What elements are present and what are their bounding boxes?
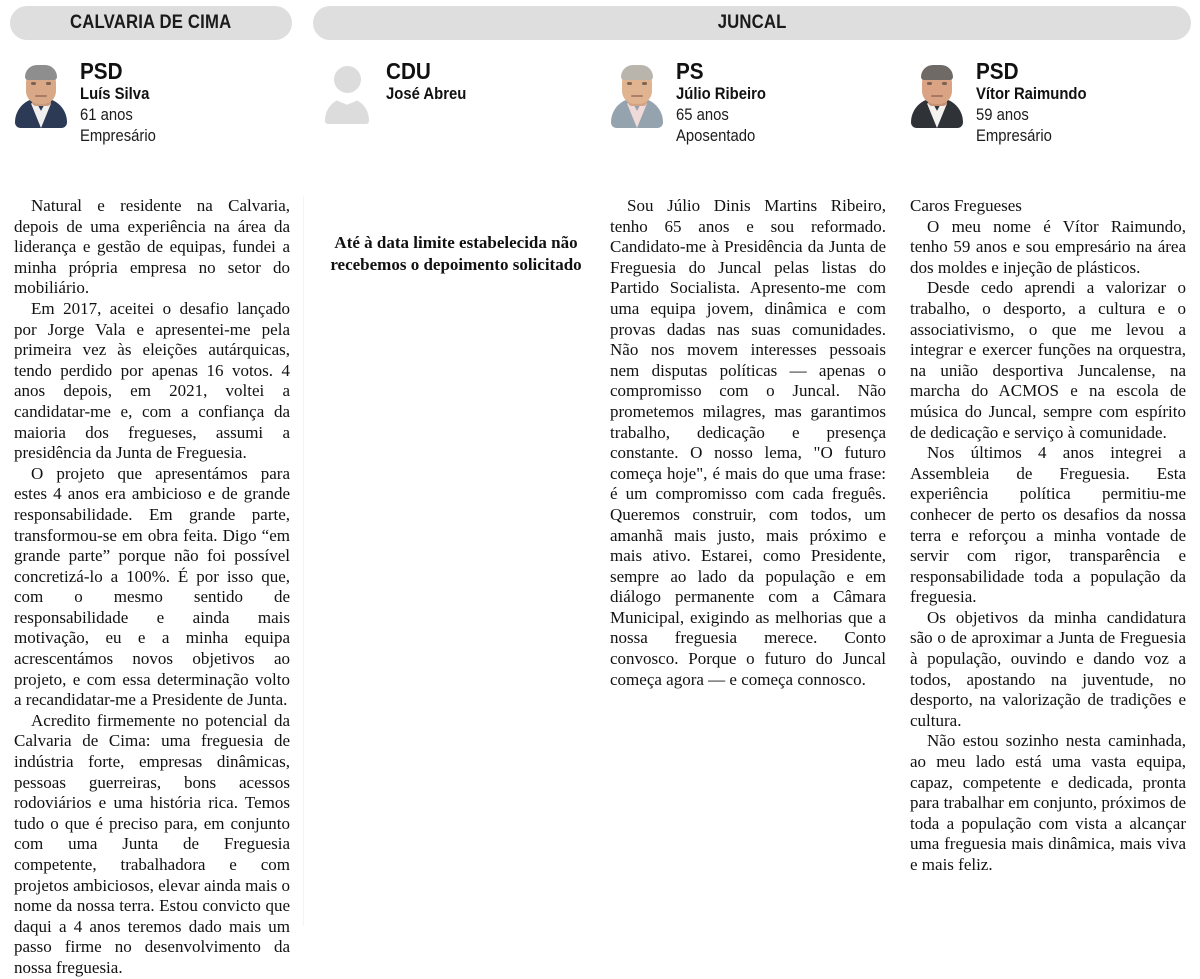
- statement-paragraph: O meu nome é Vítor Raimundo, tenho 59 anos e sou empresário na área dos moldes e injeção de plásticos.: [910, 216, 1186, 277]
- candidate-info-julio-ribeiro: [676, 58, 776, 147]
- avatar-julio-ribeiro: [608, 58, 666, 130]
- portrait-photo-icon: [12, 58, 70, 130]
- statement-paragraph: Natural e residente na Calvaria, depois de uma experiência na área da liderança e gestão de equipas, fundei a minha própria empresa no setor do mobiliário.: [14, 196, 290, 298]
- column-divider: [303, 196, 304, 926]
- section-header-calvaria-label: CALVARIA DE CIMA: [70, 12, 232, 33]
- candidate-card-julio-ribeiro: [608, 58, 893, 170]
- portrait-photo-icon: [608, 58, 666, 130]
- candidate-age: 61 anos: [80, 106, 133, 124]
- party-label: CDU: [386, 58, 431, 84]
- portrait-photo-icon: [908, 58, 966, 130]
- avatar-vitor-raimundo: [908, 58, 966, 130]
- candidate-occupation: Empresário: [976, 127, 1052, 145]
- candidate-age: 59 anos: [976, 106, 1029, 124]
- section-headers: [0, 6, 1200, 40]
- section-header-calvaria: [10, 6, 292, 40]
- party-label: PSD: [976, 58, 1019, 84]
- section-header-juncal-label: JUNCAL: [717, 12, 787, 33]
- statement-paragraph: Nos últimos 4 anos integrei a Assembleia de Freguesia. Esta experiência política permitiu-me conhecer de perto os desafios da nossa terra e reforçou a minha vontade de servir com rigor, transparência e responsabilidade toda a população da freguesia.: [910, 443, 1186, 607]
- statement-paragraph: Desde cedo aprendi a valorizar o trabalho, o desporto, a cultura e o associativismo, o que me levou a integrar e exercer funções na orquestra, na união desportiva Juncalense, na marcha do ACMOS e na escola de música do Juncal, sempre com espírito de dedicação e serviço à comunidade.: [910, 278, 1186, 442]
- avatar-jose-abreu: [318, 58, 376, 130]
- candidate-info-luis-silva: [80, 58, 164, 147]
- candidate-name: Luís Silva: [80, 85, 150, 103]
- candidate-age: 65 anos: [676, 106, 729, 124]
- candidate-card-luis-silva: [12, 58, 297, 170]
- candidate-occupation: Empresário: [80, 127, 156, 145]
- candidate-card-vitor-raimundo: [908, 58, 1193, 170]
- statement-paragraph: Não estou sozinho nesta caminhada, ao meu lado está uma vasta equipa, capaz, competente e dedicada, pronta para trabalhar em conjunto, próximos de toda a população com vista a alcançar uma freguesia mais dinâmica, mais viva e mais feliz.: [910, 731, 1186, 874]
- statement-salutation: Caros Fregueses: [910, 196, 1022, 215]
- section-header-juncal: [313, 6, 1191, 40]
- no-statement-notice: Até à data limite estabelecida não recebemos o depoimento solicitado: [330, 233, 582, 274]
- statement-luis-silva: [14, 196, 290, 979]
- candidate-name: Júlio Ribeiro: [676, 85, 766, 103]
- statement-paragraph: O projeto que apresentámos para estes 4 anos era ambicioso e de grande responsabilidade. Em grande parte, transformou-se em obra feita. Digo “em grande parte” porque não foi possível concretizá-lo a 100%. É por isso que, com o mesmo sentido de responsabilidade e ainda mais motivação, eu e a minha equipa acrescentámos novos objetivos ao projeto, e com essa determinação volto a recandidatar-me a Presidente de Junta.: [14, 463, 290, 710]
- placeholder-person-icon: [318, 58, 376, 130]
- candidate-occupation: Aposentado: [676, 127, 756, 145]
- statement-paragraph: Acredito firmemente no potencial da Calvaria de Cima: uma freguesia de indústria forte, empresas dinâmicas, pessoas guerreiras, bons acessos rodoviários e uma história rica. Temos tudo o que é preciso para, em conjunto com uma Junta de Freguesia competente, trabalhadora e com projetos ambiciosos, elevar ainda mais o nome da nossa terra. Estou convicto que daqui a 4 anos teremos dado mais um passo firme no desenvolvimento da nossa freguesia.: [14, 710, 290, 977]
- statement-paragraph: Os objetivos da minha candidatura são o de aproximar a Junta de Freguesia à população, ouvindo e dando voz a todos, apostando na juventude, no desporto, na valorização de tradições e cultura.: [910, 607, 1186, 730]
- statement-paragraph: Sou Júlio Dinis Martins Ribeiro, tenho 65 anos e sou reformado. Candidato-me à Presidência da Junta de Freguesia do Juncal pelas listas do Partido Socialista. Apresento-me com uma equipa jovem, dinâmica e com provas dadas nas suas comunidades. Não nos movem interesses pessoais nem disputas políticas — apenas o compromisso com o Juncal. Não prometemos milagres, mas garantimos trabalho, dedicação e presença constante. O nosso lema, "O futuro começa hoje", é mais do que uma frase: é um compromisso com cada freguês. Queremos construir, com todos, um amanhã mais justo, mais próximo e mais ativo. Estarei, como Presidente, sempre ao lado da população e em diálogo permanente com a Câmara Municipal, exigindo as melhorias que a nossa freguesia merece. Conto convosco. Porque o futuro do Juncal começa agora — e começa connosco.: [610, 196, 886, 689]
- candidate-info-vitor-raimundo: [976, 58, 1099, 147]
- candidate-card-jose-abreu: [318, 58, 603, 170]
- candidate-name: Vítor Raimundo: [976, 85, 1087, 103]
- candidate-name: José Abreu: [386, 85, 467, 103]
- avatar-luis-silva: [12, 58, 70, 130]
- statement-paragraph: Em 2017, aceitei o desafio lançado por Jorge Vala e apresentei-me pela primeira vez às eleições autárquicas, tendo perdido por apenas 16 votos. 4 anos depois, em 2021, voltei a candidatar-me e, com a confiança da maioria dos fregueses, assumi a presidência da Junta de Freguesia.: [14, 298, 290, 463]
- party-label: PS: [676, 58, 704, 84]
- statement-julio-ribeiro: [610, 196, 886, 690]
- candidate-info-jose-abreu: [386, 58, 475, 105]
- statement-vitor-raimundo: [910, 196, 1186, 876]
- party-label: PSD: [80, 58, 123, 84]
